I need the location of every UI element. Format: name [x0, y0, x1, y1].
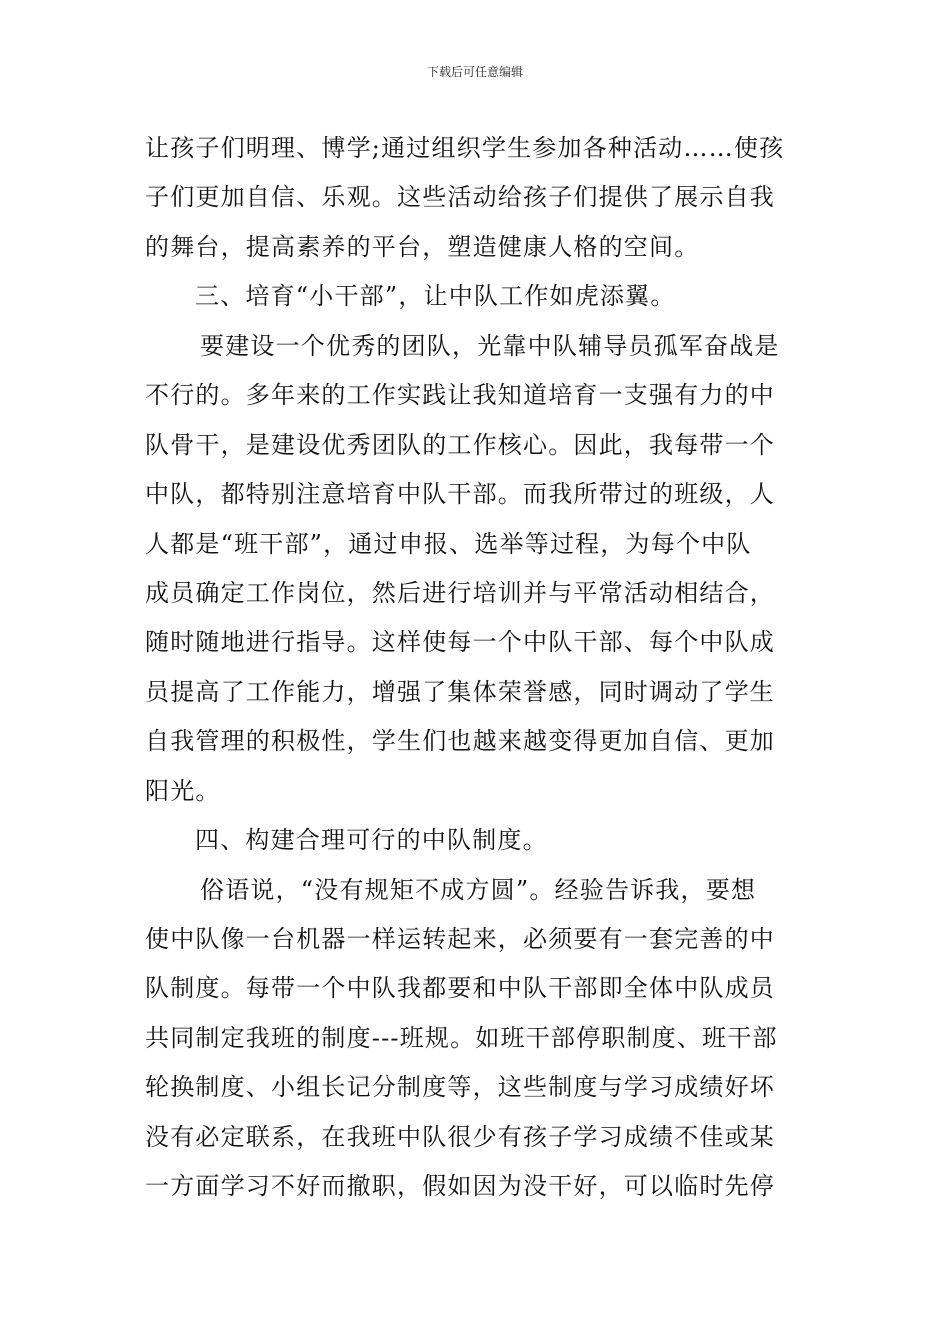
section-heading-4: 四、构建合理可行的中队制度。 — [195, 826, 548, 855]
text-line: 人都是“班干部”，通过申报、选举等过程，为每个中队 — [145, 529, 752, 558]
text-line: 使中队像一台机器一样运转起来，必须要有一套完善的中 — [145, 925, 775, 953]
text-line: 一方面学习不好而撤职，假如因为没干好，可以临时先停 — [145, 1172, 775, 1201]
text-line: 随时随地进行指导。这样使每一个中队干部、每个中队成 — [145, 628, 775, 657]
section-heading-3: 三、培育“小干部”，让中队工作如虎添翼。 — [195, 282, 676, 311]
text-line: 队骨干，是建设优秀团队的工作核心。因此，我每带一个 — [145, 430, 775, 459]
text-line: 没有必定联系，在我班中队很少有孩子学习成绩不佳或某 — [145, 1122, 775, 1151]
text-line: 共同制定我班的制度---班规。如班干部停职制度、班干部 — [145, 1023, 778, 1052]
text-line: 中队，都特别注意培育中队干部。而我所带过的班级，人 — [145, 480, 775, 509]
text-line: 轮换制度、小组长记分制度等，这些制度与学习成绩好坏 — [145, 1073, 775, 1102]
text-line: 让孩子们明理、博学;通过组织学生参加各种活动……使孩 — [145, 134, 785, 162]
paragraph-start: 要建设一个优秀的团队，光靠中队辅导员孤军奋战是 — [200, 331, 780, 360]
text-line: 阳光。 — [145, 776, 221, 805]
text-line: 自我管理的积极性，学生们也越来越变得更加自信、更加 — [145, 727, 775, 756]
text-line: 子们更加自信、乐观。这些活动给孩子们提供了展示自我 — [145, 183, 775, 212]
text-line: 不行的。多年来的工作实践让我知道培育一支强有力的中 — [145, 381, 775, 410]
document-body — [145, 124, 807, 1212]
text-line: 的舞台，提高素养的平台，塑造健康人格的空间。 — [145, 232, 700, 261]
page-header-note: 下载后可任意编辑 — [426, 65, 523, 79]
text-line: 成员确定工作岗位，然后进行培训并与平常活动相结合， — [145, 578, 775, 607]
text-line: 员提高了工作能力，增强了集体荣誉感，同时调动了学生 — [145, 677, 775, 706]
paragraph-start: 俗语说，“没有规矩不成方圆”。经验告诉我，要想 — [200, 875, 757, 904]
text-line: 队制度。每带一个中队我都要和中队干部即全体中队成员 — [145, 974, 775, 1003]
